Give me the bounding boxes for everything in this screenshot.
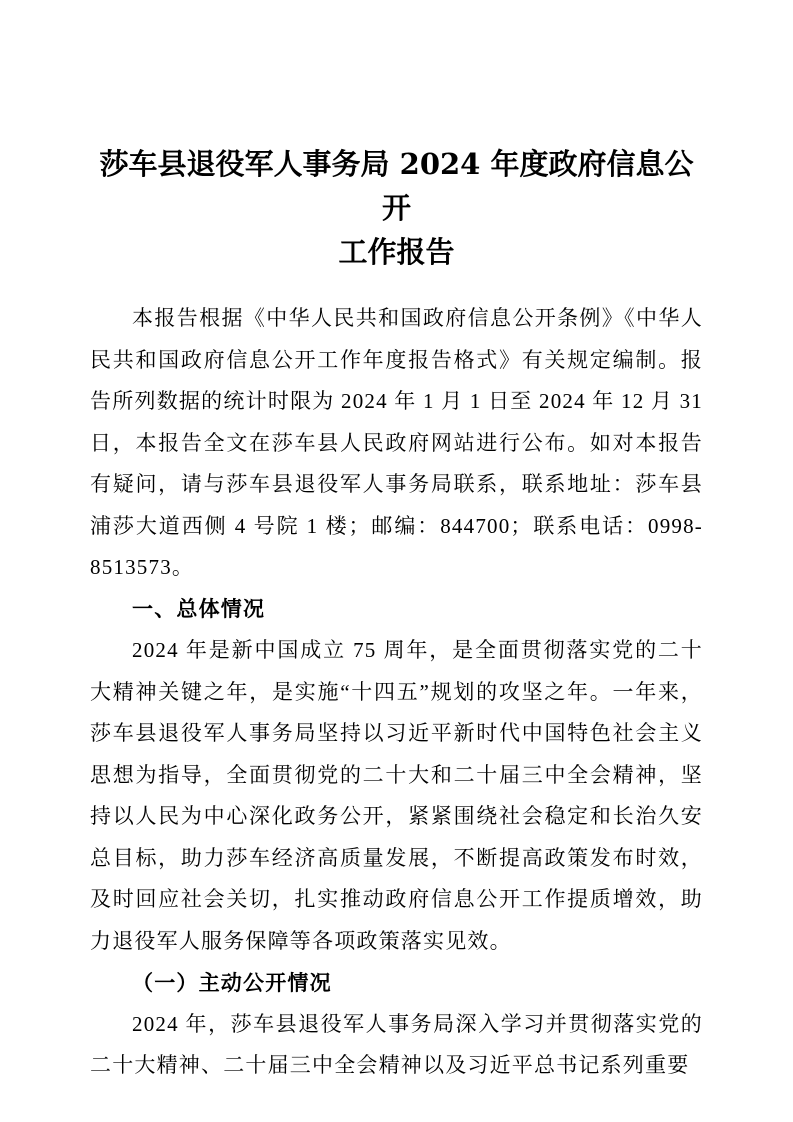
paragraph-proactive-disclosure: 2024 年，莎车县退役军人事务局深入学习并贯彻落实党的二十大精神、二十届三中全会精神以及习近平总书记系列重要 xyxy=(90,1011,703,1077)
paragraph-overall-situation: 2024 年是新中国成立 75 周年，是全面贯彻落实党的二十大精神关键之年，是实施“十四五”规划的攻坚之年。一年来，莎车县退役军人事务局坚持以习近平新时代中国特色社会主义思想为指导，全面贯彻党的二十大和二十届三中全会精神，坚持以人民为中心深化政务公开，紧紧围绕社会稳定和长治久安总目标，助力莎车经济高质量发展，不断提高政策发布时效，及时回应社会关切，扎实推动政府信息公开工作提质增效，助力退役军人服务保障等各项政策落实见效。 xyxy=(90,638,703,953)
section-heading-overall-situation: 一、总体情况 xyxy=(132,596,266,621)
document-title-line1: 莎车县退役军人事务局 2024 年度政府信息公开 xyxy=(99,147,694,225)
document-title xyxy=(90,142,703,274)
document-title-line2: 工作报告 xyxy=(338,235,455,269)
sub-heading-proactive-disclosure: （一）主动公开情况 xyxy=(132,970,332,995)
paragraph-intro: 本报告根据《中华人民共和国政府信息公开条例》《中华人民共和国政府信息公开工作年度报告格式》有关规定编制。报告所列数据的统计时限为 2024 年 1 月 1 日至 2024 年 12 月 31 日，本报告全文在莎车县人民政府网站进行公布。如对本报告有疑问，请与莎车县退役军人事务局联系，联系地址：莎车县浦莎大道西侧 4 号院 1 楼；邮编：844700；联系电话：0998-8513573。 xyxy=(90,306,703,579)
